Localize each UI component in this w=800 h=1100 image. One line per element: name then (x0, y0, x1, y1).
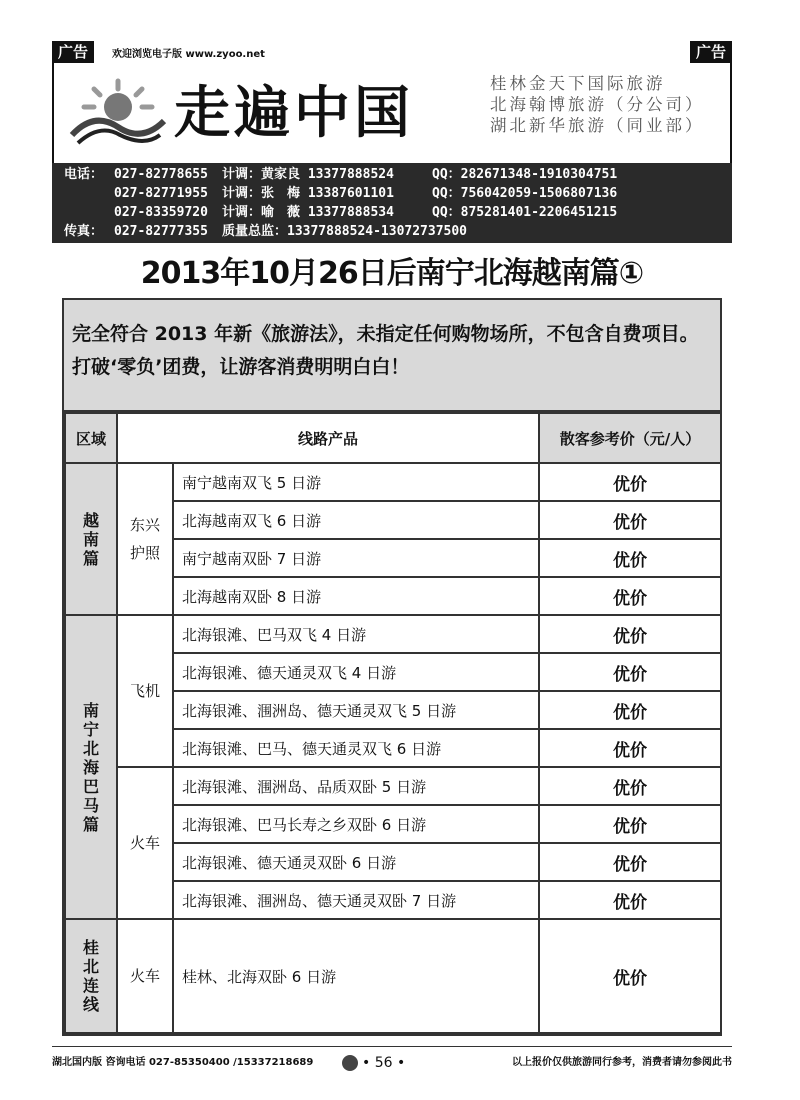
header-price: 散客参考价（元/人） (539, 413, 721, 463)
route-name: 北海银滩、德天通灵双卧 6 日游 (173, 843, 539, 881)
route-price: 优价 (539, 463, 721, 501)
contact-phone: 027-82777355 (114, 224, 208, 239)
contact-label: 传真： (64, 224, 104, 239)
ad-label-left: 广告 (52, 41, 94, 63)
route-name: 北海银滩、巴马长寿之乡双卧 6 日游 (173, 805, 539, 843)
sun-logo-icon (64, 77, 172, 149)
contact-row (64, 222, 467, 241)
itinerary-frame (62, 298, 722, 1036)
route-name: 北海银滩、巴马双飞 4 日游 (173, 615, 539, 653)
header-region: 区域 (65, 413, 117, 463)
top-bar (52, 41, 732, 63)
route-price: 优价 (539, 653, 721, 691)
contact-quality: 质量总监：13377888524-13072737500 (222, 224, 468, 239)
badge-icon (342, 1055, 358, 1071)
footer-disclaimer: 以上报价仅供旅游同行参考，消费者请勿参阅此书 (512, 1057, 732, 1068)
header-route: 线路产品 (117, 413, 539, 463)
notice-text: 完全符合 2013 年新《旅游法》，未指定任何购物场所，不包含自费项目。打破‘零负’团费，让游客消费明明白白！ (64, 300, 720, 412)
route-name: 北海银滩、涠洲岛、品质双卧 5 日游 (173, 767, 539, 805)
route-name: 北海银滩、涠洲岛、德天通灵双飞 5 日游 (173, 691, 539, 729)
table-header-row (65, 413, 721, 463)
transport-cell: 飞机 (117, 615, 173, 767)
contact-qq: QQ：756042059-1506807136 (432, 186, 618, 201)
route-price: 优价 (539, 767, 721, 805)
agency-list (490, 73, 705, 136)
contact-row (64, 203, 617, 222)
transport-cell: 东兴护照 (117, 463, 173, 615)
table-row (65, 463, 721, 501)
agency-line: 北海翰博旅游（分公司） (490, 95, 705, 114)
contact-block (52, 163, 732, 243)
transport-cell: 火车 (117, 919, 173, 1033)
route-name: 桂林、北海双卧 6 日游 (173, 919, 539, 1033)
brand-title: 走遍中国 (174, 80, 414, 146)
route-price: 优价 (539, 615, 721, 653)
transport-cell: 火车 (117, 767, 173, 919)
route-name: 北海越南双飞 6 日游 (173, 501, 539, 539)
region-cell: 南宁北海巴马篇 (65, 615, 117, 919)
contact-qq: QQ：282671348-1910304751 (432, 167, 618, 182)
contact-label: 电话： (64, 167, 104, 182)
footer-divider (52, 1046, 732, 1047)
route-name: 北海银滩、德天通灵双飞 4 日游 (173, 653, 539, 691)
route-price: 优价 (539, 577, 721, 615)
contact-phone: 027-83359720 (114, 205, 208, 220)
route-price: 优价 (539, 691, 721, 729)
route-name: 北海银滩、巴马、德天通灵双飞 6 日游 (173, 729, 539, 767)
footer-contact: 湖北国内版 咨询电话 027-85350400 /15337218689 (52, 1057, 314, 1068)
contact-row (64, 184, 617, 203)
contact-planner: 计调：黄家良 13377888524 (222, 167, 394, 182)
ad-label-right: 广告 (690, 41, 732, 63)
page-number (342, 1054, 405, 1072)
brand-header (52, 63, 732, 163)
contact-qq: QQ：875281401-2206451215 (432, 205, 618, 220)
contact-planner: 计调：张 梅 13387601101 (222, 186, 394, 201)
contact-row (64, 165, 617, 184)
route-price: 优价 (539, 539, 721, 577)
page-title: 2013年10月26日后南宁北海越南篇① (140, 256, 644, 291)
route-price: 优价 (539, 919, 721, 1033)
page-number-text: • 56 • (362, 1055, 406, 1071)
route-price: 优价 (539, 881, 721, 919)
contact-planner: 计调：喻 薇 13377888534 (222, 205, 394, 220)
route-price: 优价 (539, 501, 721, 539)
agency-line: 桂林金天下国际旅游 (490, 74, 666, 93)
agency-line: 湖北新华旅游（同业部） (490, 116, 705, 135)
route-name: 北海银滩、涠洲岛、德天通灵双卧 7 日游 (173, 881, 539, 919)
route-name: 南宁越南双卧 7 日游 (173, 539, 539, 577)
table-row (65, 767, 721, 805)
route-price: 优价 (539, 805, 721, 843)
region-cell: 越南篇 (65, 463, 117, 615)
route-name: 北海越南双卧 8 日游 (173, 577, 539, 615)
route-name: 南宁越南双飞 5 日游 (173, 463, 539, 501)
itinerary-table (64, 412, 722, 1034)
table-row (65, 919, 721, 1033)
route-price: 优价 (539, 843, 721, 881)
contact-phone: 027-82778655 (114, 167, 208, 182)
contact-phone: 027-82771955 (114, 186, 208, 201)
table-row (65, 615, 721, 653)
route-price: 优价 (539, 729, 721, 767)
welcome-text: 欢迎浏览电子版 www.zyoo.net (112, 49, 265, 60)
footer (52, 1054, 732, 1072)
region-cell: 桂北连线 (65, 919, 117, 1033)
